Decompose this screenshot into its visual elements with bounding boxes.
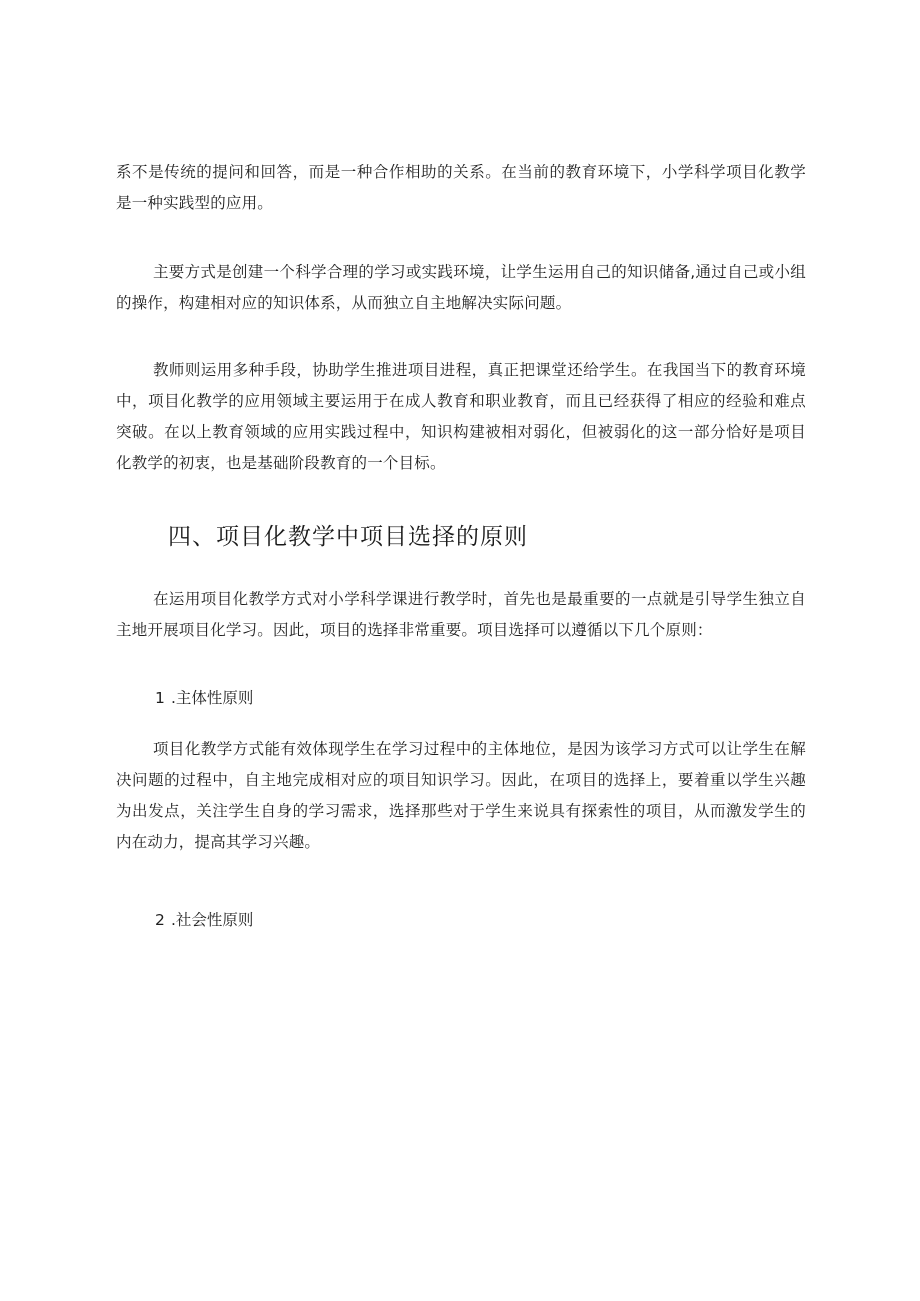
paragraph-principle-1: 项目化教学方式能有效体现学生在学习过程中的主体地位，是因为该学习方式可以让学生在解决问题的过程中，自主地完成相对应的项目知识学习。因此，在项目的选择上，要着重以学生兴趣为出发点，关注学生自身的学习需求，选择那些对于学生来说具有探索性的项目，从而激发学生的内在动力，提高其学习兴趣。: [116, 740, 806, 851]
principle-2-number: 2: [155, 911, 165, 929]
paragraph-main-method: 主要方式是创建一个科学合理的学习或实践环境，让学生运用自己的知识储备,通过自己或小组的操作，构建相对应的知识体系，从而独立自主地解决实际问题。: [116, 263, 806, 312]
paragraph-intro: 在运用项目化教学方式对小学科学课进行教学时，首先也是最重要的一点就是引导学生独立自主地开展项目化学习。因此，项目的选择非常重要。项目选择可以遵循以下几个原则：: [116, 590, 806, 639]
principle-2-heading: [155, 908, 253, 932]
paragraph-teacher: 教师则运用多种手段，协助学生推进项目进程，真正把课堂还给学生。在我国当下的教育环境中，项目化教学的应用领域主要运用于在成人教育和职业教育，而且已经获得了相应的经验和难点突破。在以上教育领域的应用实践过程中，知识构建被相对弱化，但被弱化的这一部分恰好是项目化教学的初衷，也是基础阶段教育的一个目标。: [116, 361, 806, 472]
principle-1-title: .主体性原则: [171, 689, 254, 707]
principle-1-number: 1: [155, 689, 165, 707]
principle-2-title: .社会性原则: [171, 911, 254, 929]
paragraph-continuation: 系不是传统的提问和回答，而是一种合作相助的关系。在当前的教育环境下，小学科学项目化教学是一种实践型的应用。: [116, 163, 806, 212]
principle-1-heading: [155, 686, 253, 710]
section-heading: 四、项目化教学中项目选择的原则: [168, 524, 528, 550]
